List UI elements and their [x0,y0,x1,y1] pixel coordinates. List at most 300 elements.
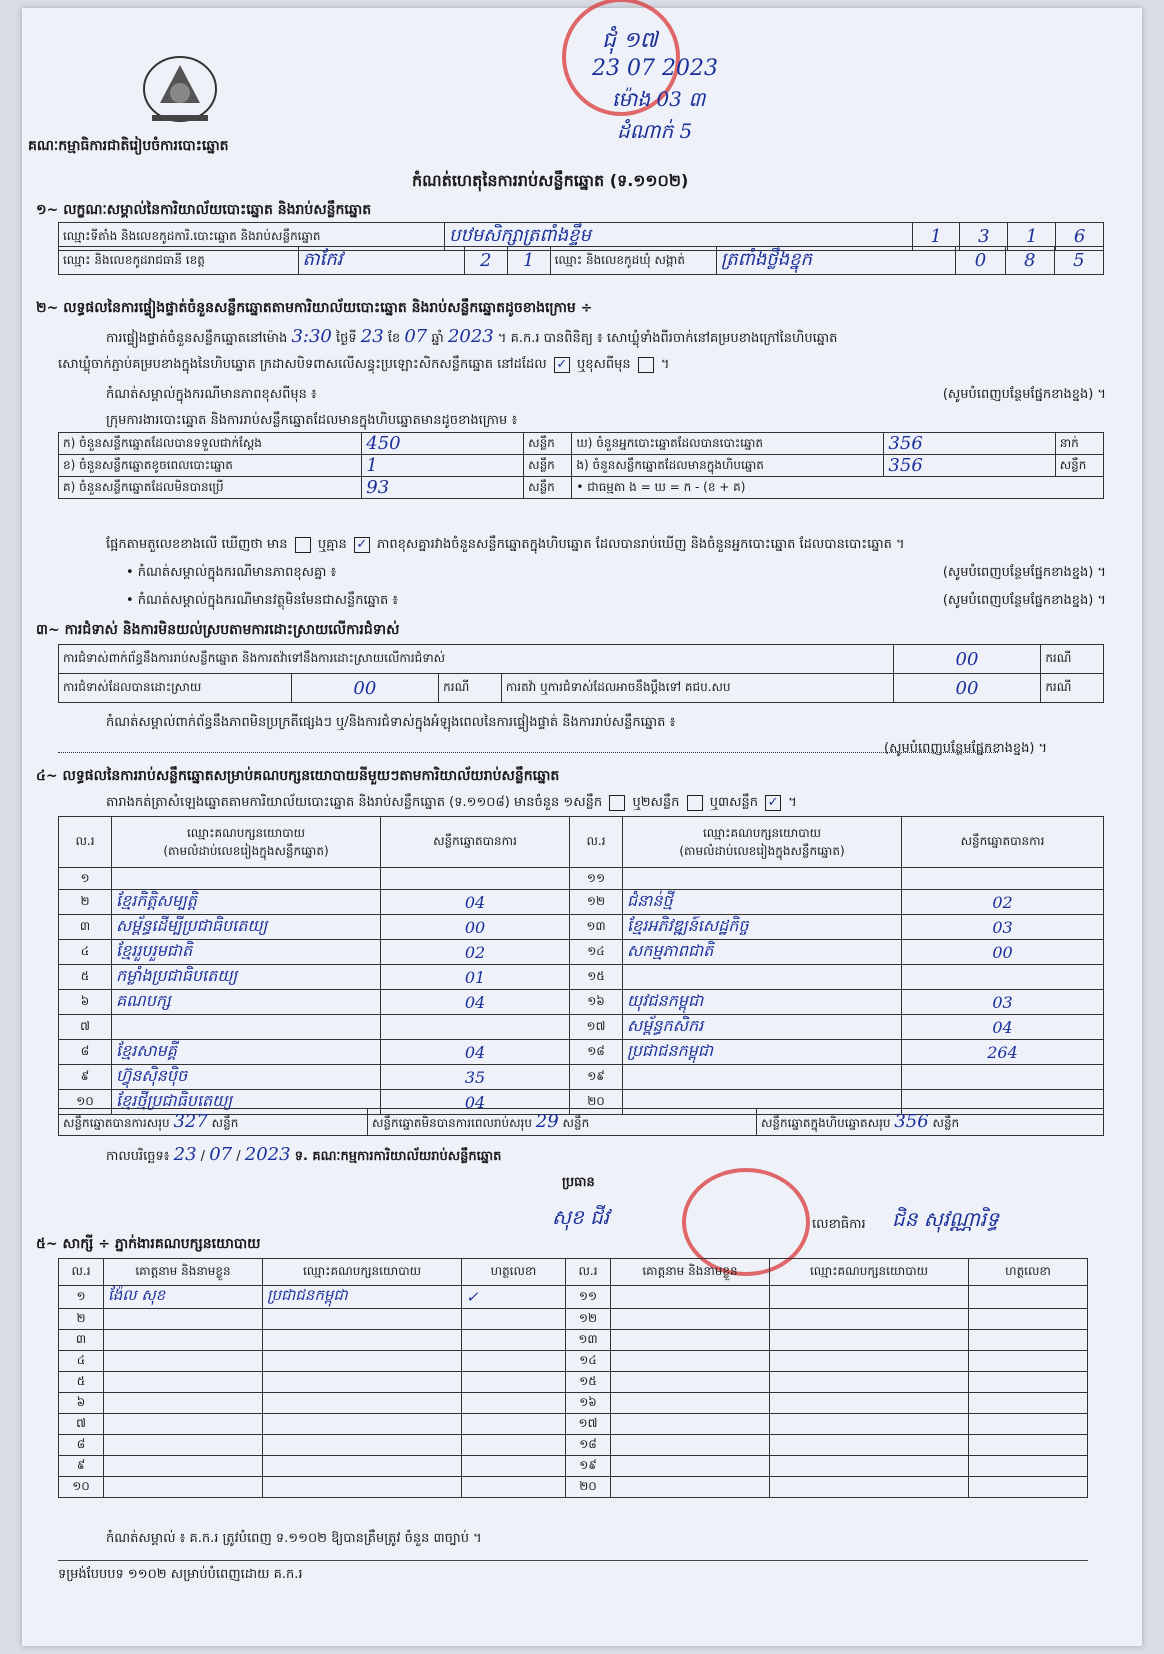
row-no: ២ [59,890,112,915]
total-box-unit: សន្លឹក [932,1116,960,1130]
in-box-unit: សន្លឹក [1055,455,1103,477]
commune-code-2: 8 [1005,247,1054,275]
fill-hint-1: (សូមបំពេញបន្ថែមផ្នែកខាងខ្នង) ។ [942,387,1106,402]
row-no: ១៤ [570,940,623,965]
in-box-value: 356 [884,455,1055,477]
row-no: ១៨ [566,1435,611,1456]
party-votes: 00 [381,915,570,940]
party-name: ហ៊្វុនស៊ិនប៉ិច [112,1065,381,1090]
row-no: ២០ [566,1477,611,1498]
results-row [59,1065,1104,1090]
witness-name [611,1330,770,1351]
witness-name [104,1477,263,1498]
witness-name [104,1351,263,1372]
party-votes: 03 [902,915,1104,940]
witness-party [263,1456,462,1477]
party-votes: 02 [902,890,1104,915]
w-col-party-left: ឈ្មោះគណបក្សនយោបាយ [263,1259,462,1286]
party-votes [902,1065,1104,1090]
location-code-4: 6 [1056,223,1104,251]
complaints-table [58,644,1104,703]
party-name: ជំនាន់ថ្មី [623,890,902,915]
date-month: 07 [209,1144,233,1165]
appeal-value: 00 [893,674,1041,703]
stamp-note-2: 23 07 2023 [592,56,718,81]
witness-name [104,1372,263,1393]
witness-signature [969,1456,1088,1477]
appeal-label: ការតវ៉ា ឬការជំទាស់ដែលអាចនឹងប្តឹងទៅ គជប.សប [501,674,893,703]
secretary-signature: ជិន សុវណ្ណារិទ្ធ [892,1207,999,1231]
section3-heading: ៣~ ការជំទាស់ និងការមិនយល់ស្របតាមការដោះស្រាយលើការជំទាស់ [36,622,400,638]
stamp-note-4: ដំណាក់ 5 [617,119,693,143]
one-sheet-checkbox[interactable] [609,795,625,811]
party-votes [902,965,1104,990]
footer-divider [58,1560,1088,1561]
province-label: ឈ្មោះ និងលេខកូដរាជធានី ខេត្ត [59,247,299,275]
col-votes-left: សន្លឹកឆ្នោតបានការ [381,817,570,868]
party-name: សកម្មភាពជាតិ [623,940,902,965]
party-name: ខ្មែរថ្មីប្រជាធិបតេយ្យ [112,1090,381,1115]
party-name: យុវជនកម្ពុជា [623,990,902,1015]
one-sheet-label: តារាងកត់ត្រាសំឡេងឆ្នោតតាមការិយាល័យបោះឆ្នោត និងរាប់សន្លឹកឆ្នោត (ទ.១១០៨) មានចំនួន ១សន្លឹក [106,795,603,810]
commune-value: ត្រពាំងថ្លឹងខ្នុក [716,247,956,275]
commune-code-3: 5 [1054,247,1103,275]
total-valid-label: សន្លឹកឆ្នោតបានការសរុប [63,1116,170,1130]
row-no: ៧ [59,1414,104,1435]
row-no: ៣ [59,915,112,940]
witness-row [59,1477,1088,1498]
party-name [112,1015,381,1040]
date-label: កាលបរិច្ឆេទ៖ [106,1149,170,1164]
w-col-sig-left: ហត្ថលេខា [462,1259,566,1286]
party-name [623,965,902,990]
unused-unit: សន្លឹក [524,477,572,499]
row-no: ១៩ [570,1065,623,1090]
col-party-right-sub: (តាមលំដាប់លេខរៀងក្នុងសន្លឹកឆ្នោត) [679,844,845,858]
results-row [59,915,1104,940]
witness-name [611,1286,770,1309]
witness-signature [969,1372,1088,1393]
spoiled-value: 1 [362,455,524,477]
row-no: ៦ [59,990,112,1015]
verify-month: 07 [404,326,428,347]
fill-hint-3: (សូមបំពេញបន្ថែមផ្នែកខាងខ្នង) ។ [942,593,1106,608]
difference-note-label: កំណត់សម្គាល់ក្នុងករណីមានភាពខុសពីមុន ៖ [106,387,317,402]
verify-day-label: ថ្ងៃទី [336,331,357,346]
row-no: ១៩ [566,1456,611,1477]
row-no: ២ [59,1309,104,1330]
party-votes [381,1015,570,1040]
different-checkbox[interactable] [638,357,654,373]
section1-heading: ១~ លក្ខណៈសម្គាល់នៃការិយាល័យបោះឆ្នោត និងរាប់សន្លឹកឆ្នោត [36,202,372,218]
row-no: ៦ [59,1393,104,1414]
party-votes: 04 [381,990,570,1015]
party-votes: 02 [381,940,570,965]
results-row [59,868,1104,890]
col-party-right [623,817,902,868]
spoiled-unit: សន្លឹក [524,455,572,477]
party-name: ខ្មែរសាមគ្គី [112,1040,381,1065]
witness-party [770,1330,969,1351]
witness-signature: ✓ [462,1286,566,1309]
witness-row [59,1351,1088,1372]
results-row [59,1015,1104,1040]
secretary-label: លេខាធិការ [812,1217,866,1232]
witness-row [59,1372,1088,1393]
results-row [59,990,1104,1015]
party-name: ខ្មែររួបរួមជាតិ [112,940,381,965]
results-row [59,890,1104,915]
verify-day: 23 [360,326,384,347]
section4-heading: ៤~ លទ្ធផលនៃការរាប់សន្លឹកឆ្នោតសម្រាប់គណបក្សនយោបាយនីមួយៗតាមការិយាល័យរាប់សន្លឹកឆ្នោត [36,768,560,784]
tally-sheet-line: តារាងកត់ត្រាសំឡេងឆ្នោតតាមការិយាល័យបោះឆ្នោត និងរាប់សន្លឹកឆ្នោត (ទ.១១០៨) មានចំនួន ១សន្លឹក ឬ២សន្លឹក ឬ៣សន្លឹក ✓ ។ [106,794,797,810]
bullet-discrepancy-label: • កំណត់សម្គាល់ក្នុងករណីមានភាពខុសគ្នា ៖ [126,565,337,580]
witness-name [611,1456,770,1477]
resolved-unit: ករណី [439,674,502,703]
results-row [59,965,1104,990]
row-no: ៥ [59,965,112,990]
witness-party: ប្រជាជនកម្ពុជា [263,1286,462,1309]
results-table [58,816,1104,1115]
row-no: ១៧ [570,1015,623,1040]
date-line: កាលបរិច្ឆេទ៖ 23 / 07 / 2023 ទ. គណៈកម្មការការិយាល័យរាប់សន្លឹកឆ្នោត [106,1144,502,1165]
row-no: ៤ [59,940,112,965]
witness-signature [462,1435,566,1456]
col-no-right: ល.រ [570,817,623,868]
received-value: 450 [362,433,524,455]
seal-line: សោឃ្លុំចាក់ភ្ជាប់គម្របខាងក្នុងនៃហិបឆ្នោត ក្រដាសបិទពាសលើសន្ធុះប្រឡោះសិកសន្លឹកឆ្នោត នៅដដែល ✓ ឬខុសពីមុន ។ [58,356,670,372]
witness-name: ង៉ែល សុខ [104,1286,263,1309]
party-votes: 04 [381,1090,570,1115]
witness-party [770,1393,969,1414]
witness-name [104,1456,263,1477]
row-no: ១៨ [570,1040,623,1065]
party-name: កម្លាំងប្រជាធិបតេយ្យ [112,965,381,990]
col-party-left-title: ឈ្មោះគណបក្សនយោបាយ [186,826,306,840]
party-votes: 04 [381,1040,570,1065]
complaints-unit: ករណី [1041,645,1104,674]
unused-value: 93 [362,477,524,499]
row-no: ៩ [59,1065,112,1090]
has-discrepancy-checkbox[interactable] [295,537,311,553]
witness-party [770,1309,969,1330]
total-invalid-cell [368,1109,757,1136]
witness-row [59,1393,1088,1414]
form-paper [22,8,1142,1646]
party-name [112,868,381,890]
witness-signature [969,1351,1088,1372]
total-box-cell [757,1109,1104,1136]
row-no: ១២ [566,1309,611,1330]
witness-signature [969,1309,1088,1330]
witness-name [611,1477,770,1498]
commune-label: ឈ្មោះ និងលេខកូដឃុំ សង្កាត់ [550,247,716,275]
voters-value: 356 [884,433,1055,455]
received-unit: សន្លឹក [524,433,572,455]
col-party-right-title: ឈ្មោះគណបក្សនយោបាយ [702,826,822,840]
witness-signature [462,1456,566,1477]
row-no: ១០ [59,1477,104,1498]
witness-name [104,1330,263,1351]
two-sheet-checkbox[interactable] [687,795,703,811]
witness-party [770,1456,969,1477]
witness-name [611,1309,770,1330]
witness-party [263,1393,462,1414]
location-label: ឈ្មោះទីតាំង និងលេខកូដការិ.បោះឆ្នោត និងរាប់សន្លឹកឆ្នោត [59,223,445,251]
row-no: ១១ [566,1286,611,1309]
total-invalid-label: សន្លឹកឆ្នោតមិនបានការពេលរាប់សរុប [372,1116,532,1130]
results-row [59,1040,1104,1065]
unused-label: គ) ចំនួនសន្លឹកឆ្នោតដែលមិនបានប្រើ [59,477,362,499]
row-no: ១៦ [566,1393,611,1414]
party-votes: 04 [902,1015,1104,1040]
resolved-value: 00 [291,674,439,703]
w-col-name-right: គោត្តនាម និងនាមខ្លួន [611,1259,770,1286]
form-title: កំណត់ហេតុនៃការរាប់សន្លឹកឆ្នោត (ទ.១១០២) [412,171,689,190]
row-no: ១៦ [570,990,623,1015]
location-value: បឋមសិក្សាត្រពាំងខ្ទឹម [445,223,913,251]
has-discrepancy-label: ផ្អែកតាមតួលេខខាងលើ ឃើញថា មាន [106,537,288,552]
row-no: ៩ [59,1456,104,1477]
row-no: ៨ [59,1435,104,1456]
party-name: សម្ព័ន្ធដើម្បីប្រជាធិបតេយ្យ [112,915,381,940]
province-code-2: 1 [507,247,550,275]
row-no: ២០ [570,1090,623,1115]
witness-signature [462,1330,566,1351]
witness-signature [969,1477,1088,1498]
irregularity-note: កំណត់សម្គាល់ពាក់ព័ន្ធនឹងភាពមិនប្រក្រតីផ្សេងៗ ឬ/និងការជំទាស់ក្នុងអំឡុងពេលនៃការផ្ទៀងផ្ទាត់ និងការរាប់សន្លឹកឆ្នោត ៖ [106,715,676,730]
witness-signature [969,1330,1088,1351]
verify-line [106,326,837,349]
location-code-1: 1 [912,223,960,251]
bullet-foreign [126,592,1106,611]
date-suffix: ទ. គណៈកម្មការការិយាល័យរាប់សន្លឹកឆ្នោត [294,1149,502,1164]
emblem-logo-icon [140,53,220,125]
witness-name [104,1435,263,1456]
witness-party [263,1477,462,1498]
row-no: ១៣ [570,915,623,940]
w-col-sig-right: ហត្ថលេខា [969,1259,1088,1286]
witness-row [59,1309,1088,1330]
difference-note [106,386,1106,405]
date-day: 23 [173,1144,197,1165]
party-name [623,1065,902,1090]
verify-line-end: ។ គ.ក.រ បានពិនិត្យ ៖ សោឃ្លុំទាំងពីរចាក់នៅគម្របខាងក្រៅនៃហិបឆ្នោត [497,331,838,346]
received-label: ក) ចំនួនសន្លឹកឆ្នោតដែលបានទទួលជាក់ស្តែង [59,433,362,455]
committee-name: គណៈកម្មាធិការជាតិរៀបចំការបោះឆ្នោត [28,138,229,154]
witness-signature [462,1477,566,1498]
party-name: ខ្មែរកិត្តិសម្បត្តិ [112,890,381,915]
witness-body [59,1286,1088,1498]
footer-text: ទម្រង់បែបបទ ១១០២ សម្រាប់បំពេញដោយ គ.ក.រ [58,1567,303,1582]
appeal-unit: ករណី [1041,674,1104,703]
location-code-3: 1 [1008,223,1056,251]
witness-party [263,1351,462,1372]
bullet-discrepancy [126,564,1106,583]
two-sheet-label: ឬ២សន្លឹក [632,795,680,810]
witness-row [59,1414,1088,1435]
witness-party [770,1372,969,1393]
col-votes-right: សន្លឹកឆ្នោតបានការ [902,817,1104,868]
discrepancy-line [106,536,905,555]
footnote: កំណត់សម្គាល់ ៖ គ.ក.រ ត្រូវបំពេញ ទ.១១០២ ឱ្យបានត្រឹមត្រូវ ចំនួន ៣ច្បាប់ ។ [106,1531,482,1546]
row-no: ១៥ [566,1372,611,1393]
irregularity-line [58,752,998,753]
total-valid-cell [59,1109,368,1136]
section5-heading: ៥~ សាក្សី ÷ ភ្នាក់ងារគណបក្សនយោបាយ [36,1236,261,1252]
fill-hint-2: (សូមបំពេញបន្ថែមផ្នែកខាងខ្នង) ។ [942,565,1106,580]
verify-time: 3:30 [291,326,332,347]
spoiled-label: ខ) ចំនួនសន្លឹកឆ្នោតខូចពេលបោះឆ្នោត [59,455,362,477]
total-box-value: 356 [894,1111,929,1132]
fill-hint-4: (សូមបំពេញបន្ថែមផ្នែកខាងខ្នង) ។ [884,741,1048,756]
witness-signature [462,1309,566,1330]
w-col-no-right: ល.រ [566,1259,611,1286]
province-value: តាកែវ [298,247,464,275]
w-col-name-left: គោត្តនាម និងនាមខ្លួន [104,1259,263,1286]
witness-name [104,1309,263,1330]
witness-party [263,1414,462,1435]
row-no: ៧ [59,1015,112,1040]
witness-name [104,1393,263,1414]
voters-unit: នាក់ [1055,433,1103,455]
row-no: ៤ [59,1351,104,1372]
row-no: ៣ [59,1330,104,1351]
chair-label: ប្រធាន [562,1175,595,1190]
party-votes: 04 [381,890,570,915]
party-votes: 00 [902,940,1104,965]
group-line: ក្រុមការងារបោះឆ្នោត និងការរាប់សន្លឹកឆ្នោតដែលមានក្នុងហិបឆ្នោតមានដូចខាងក្រោម ៖ [106,413,518,428]
verify-year: 2023 [447,326,494,347]
row-no: ៥ [59,1372,104,1393]
col-party-left-sub: (តាមលំដាប់លេខរៀងក្នុងសន្លឹកឆ្នោត) [163,844,329,858]
witness-signature [462,1414,566,1435]
complaints-label: ការជំទាស់ពាក់ព័ន្ធនឹងការរាប់សន្លឹកឆ្នោត និងការតវ៉ាទៅនឹងការដោះស្រាយលើការជំទាស់ [59,645,894,674]
verify-year-label: ឆ្នាំ [431,331,444,346]
party-votes: 03 [902,990,1104,1015]
seal-text: សោឃ្លុំចាក់ភ្ជាប់គម្របខាងក្នុងនៃហិបឆ្នោត ក្រដាសបិទពាសលើសន្ធុះប្រឡោះសិកសន្លឹកឆ្នោត នៅដដែល [58,357,547,372]
party-votes [902,868,1104,890]
witness-row [59,1456,1088,1477]
row-no: ១៥ [570,965,623,990]
party-name [623,868,902,890]
witness-signature [462,1393,566,1414]
witness-signature [969,1286,1088,1309]
witness-row [59,1330,1088,1351]
row-no: ១១ [570,868,623,890]
witness-party [770,1435,969,1456]
witness-party [770,1414,969,1435]
results-row [59,940,1104,965]
no-discrepancy-checkbox[interactable]: ✓ [354,537,370,553]
col-party-left [112,817,381,868]
chair-signature: សុខ ជីវ [552,1205,610,1229]
witness-party [770,1477,969,1498]
row-no: ១៤ [566,1351,611,1372]
party-votes: 264 [902,1040,1104,1065]
row-no: ១ [59,1286,104,1309]
witness-name [104,1414,263,1435]
section2-heading: ២~ លទ្ធផលនៃការផ្ទៀងផ្ទាត់ចំនួនសន្លឹកឆ្នោតតាមការិយាល័យបោះឆ្នោត និងរាប់សន្លឹកឆ្នោតដូចខាងក្រោម ÷ [36,300,593,316]
w-col-no-left: ល.រ [59,1259,104,1286]
ballot-count-table [58,432,1104,499]
three-sheet-checkbox[interactable]: ✓ [765,795,781,811]
total-box-label: សន្លឹកឆ្នោតក្នុងហិបឆ្នោតសរុប [761,1116,891,1130]
section1-table-row2 [58,246,1104,275]
witness-signature [462,1351,566,1372]
location-code-2: 3 [960,223,1008,251]
total-invalid-unit: សន្លឹក [562,1116,590,1130]
three-sheet-label: ឬ៣សន្លឹក [709,795,758,810]
witness-name [611,1351,770,1372]
complaints-value: 00 [893,645,1041,674]
results-totals [58,1108,1104,1136]
witness-signature [969,1414,1088,1435]
resolved-label: ការជំទាស់ដែលបានដោះស្រាយ [59,674,292,703]
commune-code-1: 0 [956,247,1005,275]
row-no: ១៣ [566,1330,611,1351]
total-valid-unit: សន្លឹក [211,1116,239,1130]
verify-time-label: ការផ្ទៀងផ្ទាត់ចំនួនសន្លឹកឆ្នោតនៅម៉ោង [106,331,288,346]
w-col-party-right: ឈ្មោះគណបក្សនយោបាយ [770,1259,969,1286]
party-name: ប្រជាជនកម្ពុជា [623,1040,902,1065]
province-code-1: 2 [464,247,507,275]
witness-party [263,1372,462,1393]
witness-name [611,1435,770,1456]
row-no: ១២ [570,890,623,915]
verify-month-label: ខែ [387,331,401,346]
witness-row [59,1286,1088,1309]
row-no: ៨ [59,1040,112,1065]
party-name: សម្ព័ន្ធកសិករ [623,1015,902,1040]
party-votes: 01 [381,965,570,990]
discrepancy-text: ភាពខុសគ្នារវាងចំនួនសន្លឹកឆ្នោតក្នុងហិបឆ្នោត ដែលបានរាប់ឃើញ និងចំនួនអ្នកបោះឆ្នោត ដែលបានបោះឆ្នោត ។ [377,537,905,552]
party-votes [381,868,570,890]
stamp-note-3: ម៉ោង 03 ៣ [612,87,706,111]
party-votes: 35 [381,1065,570,1090]
in-box-label: ង) ចំនួនសន្លឹកឆ្នោតដែលមានក្នុងហិបឆ្នោត [572,455,884,477]
total-invalid-value: 29 [535,1111,559,1132]
row-no: ១០ [59,1090,112,1115]
witness-signature [969,1435,1088,1456]
witness-signature [462,1372,566,1393]
different-label: ឬខុសពីមុន [576,357,631,372]
party-name: ខ្មែរអភិវឌ្ឍន៍សេដ្ឋកិច្ច [623,915,902,940]
party-name: គណបក្ស [112,990,381,1015]
results-body [59,868,1104,1115]
witness-party [263,1309,462,1330]
voters-label: ឃ) ចំនួនអ្នកបោះឆ្នោតដែលបានបោះឆ្នោត [572,433,884,455]
total-valid-value: 327 [173,1111,208,1132]
witness-party [770,1286,969,1309]
witness-party [263,1435,462,1456]
witness-row [59,1435,1088,1456]
witness-name [611,1372,770,1393]
witness-name [611,1414,770,1435]
witness-name [611,1393,770,1414]
col-no-left: ល.រ [59,817,112,868]
row-no: ១៧ [566,1414,611,1435]
formula: • ជាធម្មតា ង = ឃ = ក - (ខ + គ) [572,477,1104,499]
stamp-note-1: ជុំ ១៧ [602,28,658,53]
row-no: ១ [59,868,112,890]
witness-party [263,1330,462,1351]
witness-party [770,1351,969,1372]
same-checkbox[interactable]: ✓ [554,357,570,373]
no-discrepancy-label: ឬគ្មាន [317,537,347,552]
bullet-foreign-label: • កំណត់សម្គាល់ក្នុងករណីមានវត្ថុមិនមែនជាសន្លឹកឆ្នោត ៖ [126,593,399,608]
witness-table [58,1258,1088,1498]
